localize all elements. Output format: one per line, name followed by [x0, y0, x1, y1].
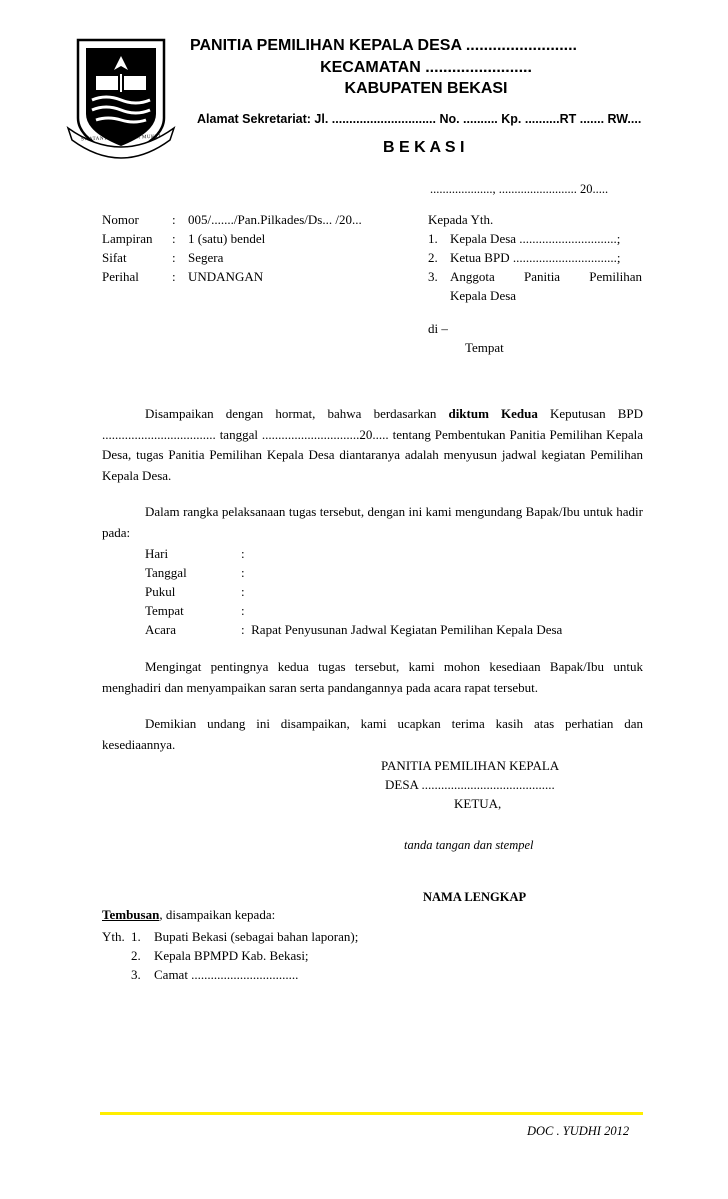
- addressee-item: 2. Ketua BPD ................................;: [428, 250, 621, 265]
- agenda-list: [102, 544, 643, 639]
- agenda-row-tempat: Tempat :: [145, 603, 245, 618]
- cc-heading: Tembusan, disampaikan kepada:: [102, 907, 276, 922]
- signatory-name: NAMA LENGKAP: [423, 890, 527, 904]
- paragraph-4: Demikian undang ini disampaikan, kami ucapkan terima kasih atas perhatian dan kesediaannya.: [102, 716, 643, 752]
- kop-line-3: KABUPATEN BEKASI: [344, 80, 508, 97]
- paragraph-2: Dalam rangka pelaksanaan tugas tersebut, dengan ini kami mengundang Bapak/Ibu untuk hadir pada:: [102, 504, 643, 540]
- cc-block: [102, 905, 462, 984]
- addressee-tempat: Tempat: [465, 340, 504, 355]
- meta-row-lampiran: Lampiran : 1 (satu) bendel: [102, 231, 266, 246]
- addressee-item: 3. Anggota Panitia Pemilihan Kepala Desa: [428, 269, 642, 303]
- addressee-title: Kepada Yth.: [428, 212, 494, 227]
- meta-row-nomor: Nomor : 005/......./Pan.Pilkades/Ds... /20...: [102, 212, 362, 227]
- letter-date: ...................., ......................... 20.....: [430, 182, 609, 196]
- cc-item: 3. Camat .................................: [131, 967, 299, 982]
- addressee-di: di –: [428, 321, 448, 336]
- addressee-block: [428, 210, 642, 357]
- kop-address: Alamat Sekretariat: Jl. .............................. No. .......... Kp. ..........RT ....... RW....: [197, 112, 642, 126]
- signature-block: [378, 756, 598, 813]
- footer-text: DOC . YUDHI 2012: [527, 1124, 630, 1138]
- signature-note: tanda tangan dan stempel: [404, 838, 534, 852]
- cc-item: 2. Kepala BPMPD Kab. Bekasi;: [131, 948, 309, 963]
- kop-line-2: KECAMATAN ........................: [320, 59, 532, 76]
- letter-meta: [102, 210, 402, 286]
- paragraph-3: Mengingat pentingnya kedua tugas tersebut, kami mohon kesediaan Bapak/Ibu untuk menghadiri dan menyampaikan saran serta pandangannya pada acara rapat tersebut.: [102, 659, 643, 695]
- signature-line-1: PANITIA PEMILIHAN KEPALA: [381, 758, 560, 773]
- signature-line-3: KETUA,: [454, 796, 502, 811]
- logo: [66, 36, 176, 166]
- agenda-row-pukul: Pukul :: [145, 584, 245, 599]
- meta-row-sifat: Sifat : Segera: [102, 250, 224, 265]
- paragraph-1: Disampaikan dengan hormat, bahwa berdasarkan diktum Kedua Keputusan BPD ................................... tanggal ..............................20..... tentang Pembentukan Panitia Pemilihan Kepala Desa, tugas Panitia Pemilihan Kepala Desa diantaranya adalah menyusun jadwal kegiatan Pemilihan Kepala Desa.: [102, 406, 643, 483]
- agenda-row-tanggal: Tanggal :: [145, 565, 245, 580]
- meta-row-perihal: Perihal : UNDANGAN: [102, 269, 264, 284]
- crest-icon: [66, 36, 176, 166]
- kop-city: B E K A S I: [383, 139, 465, 156]
- agenda-row-hari: Hari :: [145, 546, 245, 561]
- addressee-item: 1. Kepala Desa ..............................;: [428, 231, 621, 246]
- cc-item: Yth. 1. Bupati Bekasi (sebagai bahan laporan);: [102, 929, 359, 944]
- logo-motto: SWATANTRA WIBAWA MUKTI: [81, 134, 161, 143]
- kop-line-1: PANITIA PEMILIHAN KEPALA DESA .........................: [190, 37, 577, 54]
- agenda-row-acara: Acara : Rapat Penyusunan Jadwal Kegiatan Pemilihan Kepala Desa: [145, 622, 563, 637]
- footer-line: [100, 1112, 643, 1115]
- signature-line-2: DESA .........................................: [385, 777, 555, 792]
- letter-body: [102, 404, 643, 755]
